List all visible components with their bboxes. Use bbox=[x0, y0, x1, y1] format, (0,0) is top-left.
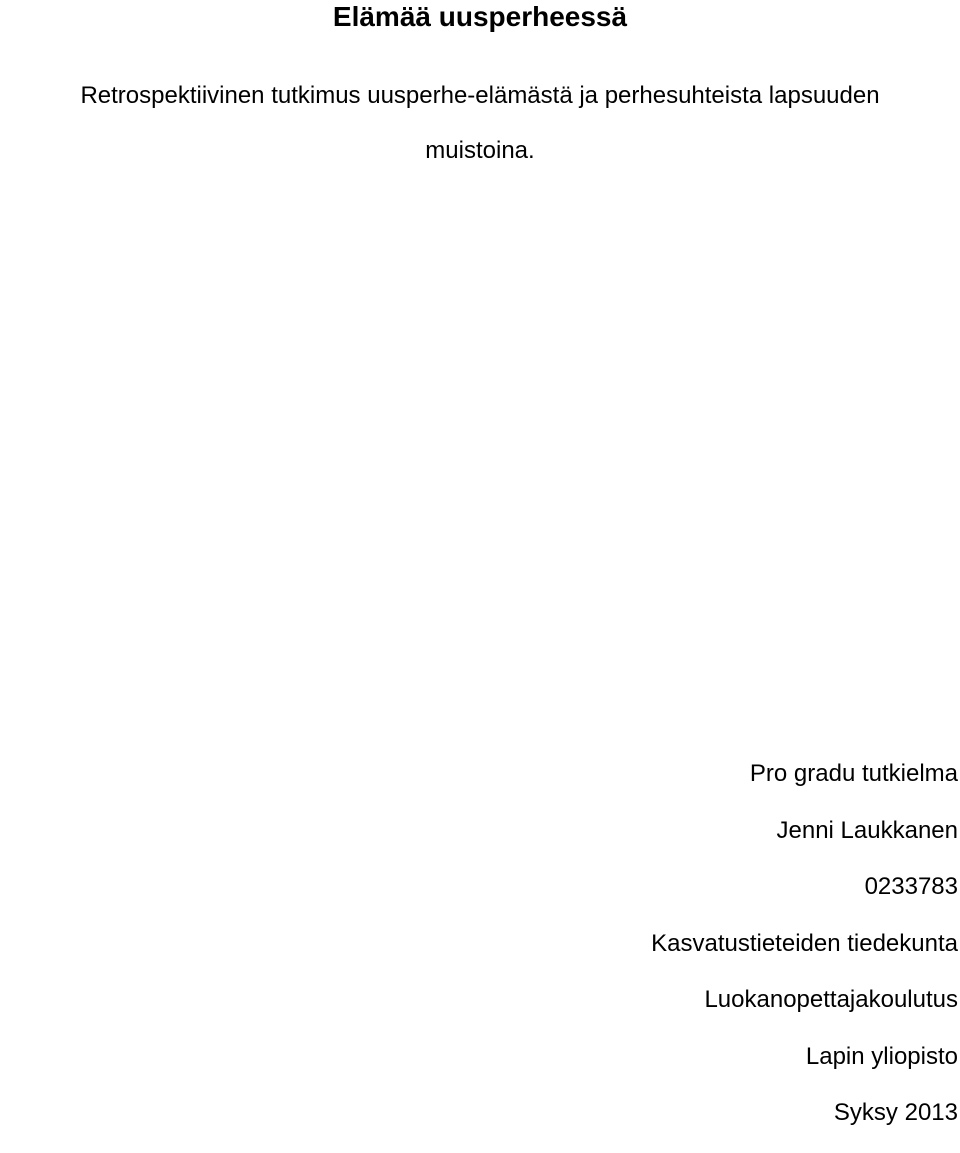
thesis-type: Pro gradu tutkielma bbox=[749, 760, 958, 787]
document-subtitle bbox=[0, 78, 960, 188]
student-number: 0233783 bbox=[864, 873, 958, 900]
program-name: Luokanopettajakoulutus bbox=[704, 986, 958, 1013]
thesis-meta-block bbox=[651, 757, 958, 1153]
subtitle-line-1: Retrospektiivinen tutkimus uusperhe-elämästä ja perhesuhteista lapsuuden bbox=[80, 82, 880, 109]
faculty-name: Kasvatustieteiden tiedekunta bbox=[651, 929, 958, 957]
subtitle-line-2: muistoina. bbox=[425, 137, 535, 164]
author-name: Jenni Laukkanen bbox=[776, 816, 958, 844]
university-name: Lapin yliopisto bbox=[805, 1042, 958, 1070]
document-title: Elämää uusperheessä bbox=[332, 1, 628, 32]
term-label: Syksy 2013 bbox=[833, 1099, 958, 1126]
